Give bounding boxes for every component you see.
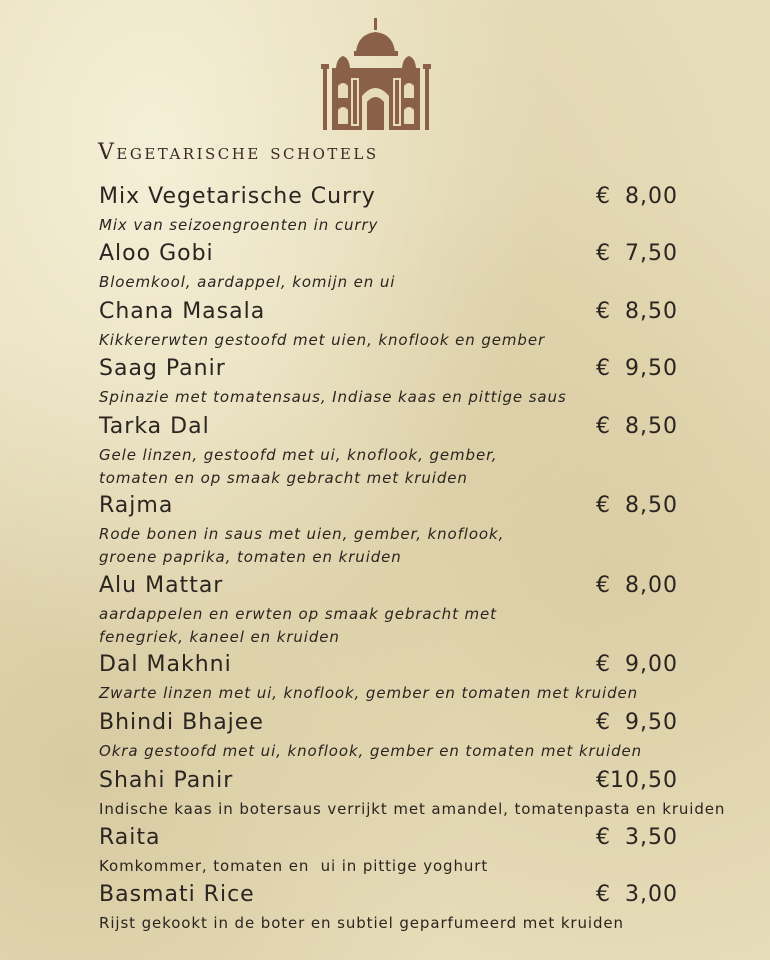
section-heading: Vegetarische schotels (98, 140, 379, 165)
description-line: fenegriek, kaneel en kruiden (99, 628, 340, 646)
description-line: Kikkererwten gestoofd met uien, knoflook en gember (99, 331, 546, 349)
currency-symbol: € (596, 493, 611, 518)
price-amount: 9,50 (625, 710, 678, 735)
item-name: Aloo Gobi (99, 241, 214, 266)
description-line: Bloemkool, aardappel, komijn en ui (99, 273, 396, 291)
item-name: Chana Masala (99, 299, 266, 324)
item-name: Raita (99, 825, 161, 850)
item-description (99, 798, 725, 821)
description-line: Rode bonen in saus met uien, gember, knoflook, (99, 525, 505, 543)
price-amount: 8,50 (625, 299, 678, 324)
currency-symbol: € (596, 573, 611, 598)
currency-symbol: € (596, 184, 611, 209)
item-name: Shahi Panir (99, 768, 234, 793)
price-amount: 9,00 (625, 652, 678, 677)
description-line: tomaten en op smaak gebracht met kruiden (99, 469, 468, 487)
currency-symbol: € (596, 652, 611, 677)
currency-symbol: € (596, 768, 611, 793)
price-amount: 8,50 (625, 493, 678, 518)
item-name: Alu Mattar (99, 573, 224, 598)
description-line: Zwarte linzen met ui, knoflook, gember en tomaten met kruiden (99, 684, 639, 702)
currency-symbol: € (596, 414, 611, 439)
item-name: Mix Vegetarische Curry (99, 184, 376, 209)
price-amount: 3,00 (625, 882, 678, 907)
currency-symbol: € (596, 825, 611, 850)
description-line: Spinazie met tomatensaus, Indiase kaas en pittige saus (99, 388, 567, 406)
description-line: Indische kaas in botersaus verrijkt met amandel, tomatenpasta en kruiden (99, 800, 726, 818)
description-line: Komkommer, tomaten en ui in pittige yoghurt (99, 857, 489, 875)
price-amount: 8,00 (625, 184, 678, 209)
item-description (99, 740, 642, 763)
price-amount: 3,50 (625, 825, 678, 850)
currency-symbol: € (596, 299, 611, 324)
description-line: Okra gestoofd met ui, knoflook, gember en tomaten met kruiden (99, 742, 643, 760)
description-line: Gele linzen, gestoofd met ui, knoflook, gember, (99, 446, 498, 464)
item-name: Dal Makhni (99, 652, 232, 677)
price-amount: 7,50 (625, 241, 678, 266)
description-line: groene paprika, tomaten en kruiden (99, 548, 402, 566)
item-description (99, 603, 497, 649)
price-amount: 10,50 (610, 768, 678, 793)
currency-symbol: € (596, 710, 611, 735)
item-description (99, 386, 567, 409)
currency-symbol: € (596, 882, 611, 907)
item-name: Basmati Rice (99, 882, 255, 907)
description-line: Mix van seizoengroenten in curry (99, 216, 379, 234)
price-amount: 9,50 (625, 356, 678, 381)
item-name: Rajma (99, 493, 174, 518)
description-line: Rijst gekookt in de boter en subtiel geparfumeerd met kruiden (99, 914, 624, 932)
item-description (99, 444, 497, 490)
item-description (99, 523, 504, 569)
taj-mahal-icon (318, 18, 434, 134)
item-name: Tarka Dal (99, 414, 210, 439)
item-description (99, 912, 624, 935)
item-description (99, 855, 488, 878)
item-description (99, 214, 378, 237)
item-description (99, 271, 395, 294)
item-description (99, 329, 545, 352)
price-amount: 8,00 (625, 573, 678, 598)
description-line: aardappelen en erwten op smaak gebracht met (99, 605, 497, 623)
item-description (99, 682, 638, 705)
item-name: Bhindi Bhajee (99, 710, 264, 735)
item-name: Saag Panir (99, 356, 226, 381)
price-amount: 8,50 (625, 414, 678, 439)
currency-symbol: € (596, 241, 611, 266)
currency-symbol: € (596, 356, 611, 381)
